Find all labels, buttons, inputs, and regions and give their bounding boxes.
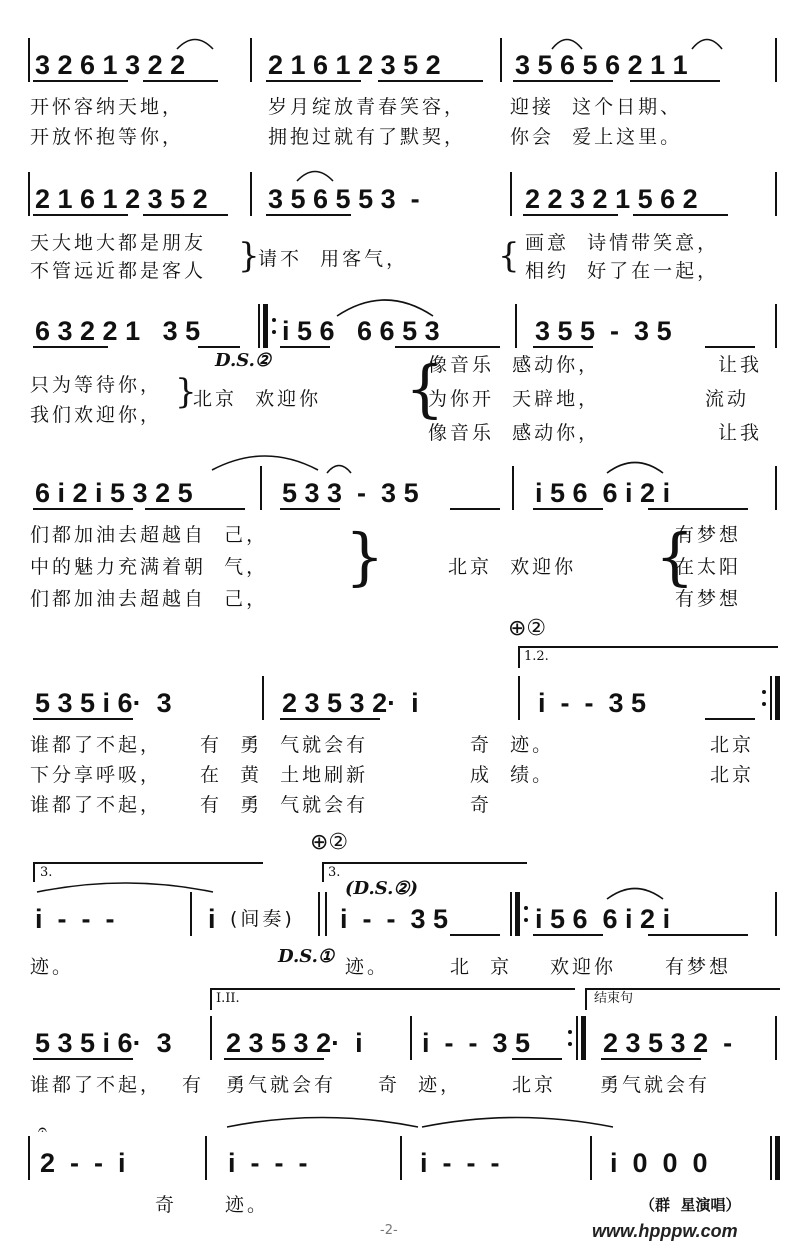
beam [512, 1058, 562, 1060]
lyric: 开放怀抱等你， [30, 126, 185, 148]
lyric: 有 勇 气就会有 [200, 734, 369, 756]
volta-label: I.II. [216, 991, 240, 1006]
beam [648, 934, 748, 936]
lyric: 让我 [718, 422, 763, 444]
notes-r6-m4: i 5 6 6 i 2 i [535, 904, 671, 934]
barline [262, 676, 264, 720]
beam [450, 508, 500, 510]
notes-r4-m2: 5 3 3 - 3 5 [282, 478, 419, 508]
lyric: 有 勇 气就会有 [200, 794, 369, 816]
interlude-label: (间奏) [230, 908, 295, 930]
repeat-end-barline [775, 676, 780, 720]
barline [770, 676, 772, 720]
lyric: 勇气就会有 [226, 1074, 337, 1096]
lyric: 让我 [718, 354, 763, 376]
tie-arc [335, 296, 435, 318]
lyric: 北京 欢迎你 [193, 388, 322, 410]
beam [266, 80, 361, 82]
lyric: 开怀容纳天地， [30, 96, 185, 118]
barline [500, 38, 502, 82]
barline [28, 172, 30, 216]
lyric: 迹。 [30, 956, 75, 978]
tie-arc [550, 36, 584, 50]
beam [523, 214, 618, 216]
notes-r6-m1: i - - - [35, 904, 115, 934]
lyric: 勇气就会有 [600, 1074, 711, 1096]
barline [325, 892, 327, 936]
beam [601, 1058, 701, 1060]
repeat-dot [524, 906, 528, 910]
lyric: 请不 用客气， [258, 248, 409, 270]
lyric: 流动 [705, 388, 750, 410]
barline [410, 1016, 412, 1060]
ds-mark: D.S.② [215, 350, 271, 371]
beam [33, 718, 133, 720]
notes-r4-m3: i 5 6 6 i 2 i [535, 478, 671, 508]
beam [33, 508, 133, 510]
notes-r5-m3: i - - 3 5 [538, 688, 647, 718]
beam [145, 508, 245, 510]
lyric: 迹。 [345, 956, 390, 978]
coda-sign: ⊕② [508, 616, 547, 641]
volta-bracket [518, 646, 520, 668]
repeat-start-barline [263, 304, 268, 348]
repeat-dot [568, 1030, 572, 1034]
brace: } [175, 372, 197, 412]
lyric: 北京 [710, 734, 755, 756]
notes-r7-m2: 2 3 5 3 2· i [226, 1028, 363, 1058]
lyric: 成 绩。 [470, 764, 555, 786]
notes-r8-m4: i 0 0 0 [610, 1148, 708, 1178]
beam [143, 214, 228, 216]
volta-bracket [518, 646, 778, 648]
tie-arc [420, 1114, 615, 1128]
lyric: 在太阳 [675, 556, 742, 578]
beam [513, 80, 613, 82]
tie-arc [225, 1114, 420, 1128]
lyric: 像音乐 感动你， [428, 354, 601, 376]
ds-mark: (D.S.②) [345, 878, 419, 899]
repeat-dot [272, 318, 276, 322]
lyric: 有梦想 [675, 588, 742, 610]
notes-r5-m2: 2 3 5 3 2· i [282, 688, 419, 718]
beam [633, 214, 728, 216]
lyric: 谁都了不起， [30, 734, 163, 756]
lyric: 迎接 这个日期、 [510, 96, 683, 118]
barline [775, 38, 777, 82]
volta-bracket [322, 862, 527, 864]
beam [705, 718, 755, 720]
barline [775, 892, 777, 936]
beam [280, 346, 330, 348]
beam [266, 214, 351, 216]
notes-r2-m2: 3 5 6 5 5 3 - [268, 184, 420, 214]
brace: } [238, 236, 260, 276]
barline [775, 172, 777, 216]
notes-r8-m2: i - - - [228, 1148, 308, 1178]
notes-r8-m1: 2 - - i [40, 1148, 126, 1178]
beam [33, 1058, 133, 1060]
barline [770, 1136, 772, 1180]
tie-arc [295, 168, 335, 182]
barline [318, 892, 320, 936]
notes-r7-m1: 5 3 5 i 6· 3 [35, 1028, 172, 1058]
barline [515, 304, 517, 348]
volta-label: 结束句 [594, 991, 634, 1006]
lyric: 们都加油去超越自 己， [30, 588, 269, 610]
beam [33, 346, 108, 348]
lyric: 欢迎你 [550, 956, 617, 978]
barline [250, 172, 252, 216]
barline [28, 38, 30, 82]
notes-r3-m1: 6 3 2 2 1 3 5 [35, 316, 201, 346]
beam [378, 80, 483, 82]
beam [705, 346, 755, 348]
notes-r2-m3: 2 2 3 2 1 5 6 2 [525, 184, 698, 214]
performer-credit: （群 星演唱） [640, 1196, 741, 1214]
beam [533, 508, 603, 510]
tie-arc [605, 458, 665, 474]
repeat-start-barline [515, 892, 520, 936]
notes-r4-m1: 6 i 2 i 5 3 2 5 [35, 478, 193, 508]
tie-arc [690, 36, 724, 50]
tie-arc [605, 884, 665, 900]
brace: { [405, 352, 445, 425]
lyric: 奇 迹。 [470, 734, 555, 756]
beam [450, 934, 500, 936]
volta-bracket [210, 988, 575, 990]
brace: } [345, 520, 385, 593]
lyric: 岁月绽放青春笑容， [268, 96, 467, 118]
notes-r3-m3: 3 5 5 - 3 5 [535, 316, 672, 346]
lyric: 画意 诗情带笑意， [525, 232, 720, 254]
lyric: 北京 欢迎你 [448, 556, 577, 578]
fermata-icon: 𝄐 [38, 1120, 47, 1139]
beam [224, 1058, 324, 1060]
barline [260, 466, 262, 510]
volta-bracket [322, 862, 324, 882]
volta-bracket [33, 862, 263, 864]
lyric: 你会 爱上这里。 [510, 126, 683, 148]
ds-mark: D.S.① [278, 946, 334, 967]
beam [198, 346, 240, 348]
barline [775, 1016, 777, 1060]
volta-bracket [33, 862, 35, 882]
coda-sign: ⊕② [310, 830, 349, 855]
barline [775, 304, 777, 348]
tie-arc [175, 36, 215, 50]
barline [250, 38, 252, 82]
lyric: 谁都了不起， [30, 1074, 163, 1096]
brace: { [655, 520, 695, 593]
repeat-dot [524, 918, 528, 922]
beam [395, 346, 500, 348]
beam [33, 80, 128, 82]
lyric: 相约 好了在一起， [525, 260, 720, 282]
barline [510, 172, 512, 216]
repeat-dot [762, 702, 766, 706]
barline [510, 892, 512, 936]
lyric: 北 京 [450, 956, 513, 978]
volta-label: 1.2. [524, 649, 549, 664]
tie-arc [325, 462, 353, 474]
volta-label: 3. [40, 865, 53, 880]
tie-arc [210, 452, 320, 472]
lyric: 在 黄 土地刷新 [200, 764, 369, 786]
notes-r5-m1: 5 3 5 i 6· 3 [35, 688, 172, 718]
repeat-dot [568, 1042, 572, 1046]
repeat-end-barline [581, 1016, 586, 1060]
lyric: 为你开 天辟地， [428, 388, 601, 410]
notes-r1-m2: 2 1 6 1 2 3 5 2 [268, 50, 441, 80]
barline [210, 1016, 212, 1060]
volta-bracket [585, 988, 780, 990]
volta-label: 3. [328, 865, 341, 880]
lyric: 我们欢迎你， [30, 404, 163, 426]
beam [533, 934, 603, 936]
lyric: 有梦想 [665, 956, 732, 978]
barline [590, 1136, 592, 1180]
lyric: 北京 [710, 764, 755, 786]
notes-r1-m1: 3 2 6 1 3 2 2 [35, 50, 186, 80]
lyric: 拥抱过就有了默契， [268, 126, 467, 148]
barline [190, 892, 192, 936]
barline [518, 676, 520, 720]
repeat-dot [762, 690, 766, 694]
lyric: 北京 [512, 1074, 557, 1096]
notes-r7-m4: 2 3 5 3 2 - [603, 1028, 733, 1058]
notes-r8-m3: i - - - [420, 1148, 500, 1178]
lyric: 只为等待你， [30, 374, 163, 396]
lyric: 下分享呼吸， [30, 764, 163, 786]
volta-bracket [210, 988, 212, 1010]
notes-r3-m2: i 5 6 6 6 5 3 [282, 316, 440, 346]
beam [33, 214, 128, 216]
lyric: 不管远近都是客人 [30, 260, 207, 282]
barline [258, 304, 260, 348]
notes-r6-m3: i - - 3 5 [340, 904, 449, 934]
tie-arc [35, 880, 215, 894]
page-number: -2- [380, 1223, 398, 1238]
notes-r7-m3: i - - 3 5 [422, 1028, 531, 1058]
barline [512, 466, 514, 510]
lyric: 有梦想 [675, 524, 742, 546]
barline [28, 1136, 30, 1180]
lyric: 奇 迹， [378, 1074, 463, 1096]
lyric: 有 [182, 1074, 205, 1096]
beam [630, 80, 720, 82]
final-barline [775, 1136, 780, 1180]
lyric: 天大地大都是朋友 [30, 232, 207, 254]
beam [280, 508, 340, 510]
barline [400, 1136, 402, 1180]
volta-bracket [585, 988, 587, 1010]
lyric: 奇 [155, 1194, 178, 1216]
barline [775, 466, 777, 510]
beam [143, 80, 218, 82]
notes-r1-m3: 3 5 6 5 6 2 1 1 [515, 50, 688, 80]
brace: { [498, 236, 520, 276]
watermark: www.hpppw.com [592, 1221, 738, 1241]
notes-r2-m1: 2 1 6 1 2 3 5 2 [35, 184, 208, 214]
beam [280, 718, 380, 720]
lyric: 谁都了不起， [30, 794, 163, 816]
barline [205, 1136, 207, 1180]
repeat-dot [272, 330, 276, 334]
beam [648, 508, 748, 510]
beam [533, 346, 593, 348]
lyric: 像音乐 感动你， [428, 422, 601, 444]
lyric: 中的魅力充满着朝 气， [30, 556, 269, 578]
lyric: 奇 [470, 794, 493, 816]
lyric: 迹。 [225, 1194, 270, 1216]
barline [576, 1016, 578, 1060]
lyric: 们都加油去超越自 己， [30, 524, 269, 546]
notes-r6-m2: i [208, 904, 216, 934]
